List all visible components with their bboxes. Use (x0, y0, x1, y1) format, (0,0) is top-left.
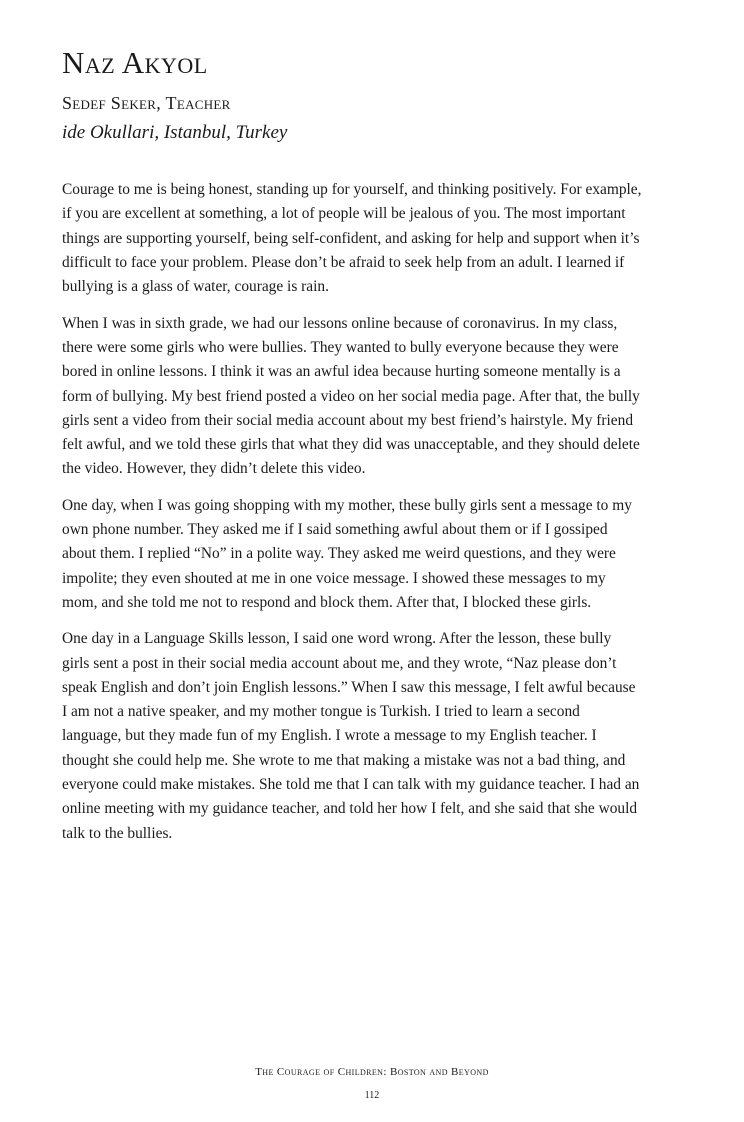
essay-paragraph: One day in a Language Skills lesson, I said one word wrong. After the lesson, these bully girls sent a post in their social media account about me, and they wrote, “Naz please don’t speak English and don’t join English lessons.” When I saw this message, I felt awful because I am not a native speaker, and my mother tongue is Turkish. I tried to learn a second language, but they made fun of my English. I wrote a message to my English teacher. I thought she could help me. She wrote to me that making a mistake was not a bad thing, and everyone could make mistakes. She told me that I can talk with my guidance teacher. I had an online meeting with my guidance teacher, and told her how I felt, and she said that she would talk to the bullies. (62, 630, 640, 842)
school-location: ide Okullari, Istanbul, Turkey (62, 122, 288, 144)
page-body (62, 44, 642, 858)
essay-paragraph: Courage to me is being honest, standing up for yourself, and thinking positively. For example, if you are excellent at something, a lot of people will be jealous of you. The most important things are supporting yourself, being self-confident, and asking for help and support when it’s difficult to face your problem. Please don’t be afraid to seek help from an adult. I learned if bullying is a glass of water, courage is rain. (62, 181, 642, 296)
running-footer: The Courage of Children: Boston and Beyond (255, 1066, 489, 1078)
essay-paragraph: When I was in sixth grade, we had our lessons online because of coronavirus. In my class, there were some girls who were bullies. They wanted to bully everyone because they were bored in online lessons. I think it was an awful idea because hurting someone mentally is a form of bullying. My best friend posted a video on her social media page. After that, the bully girls sent a video from their social media account about my best friend’s hairstyle. My friend felt awful, and we told these girls that what they did was unacceptable, and they should delete the video. However, they didn’t delete this video. (62, 314, 640, 478)
teacher-name: Sedef Seker, Teacher (62, 93, 231, 114)
page-number: 112 (364, 1090, 380, 1101)
author-name: Naz Akyol (62, 45, 208, 80)
essay-paragraph: One day, when I was going shopping with my mother, these bully girls sent a message to my own phone number. They asked me if I said something awful about them or if I gossiped about them. I replied “No” in a polite way. They asked me weird questions, and they were impolite; they even shouted at me in one voice message. I showed these messages to my mom, and she told me not to respond and block them. After that, I blocked these girls. (62, 496, 632, 611)
